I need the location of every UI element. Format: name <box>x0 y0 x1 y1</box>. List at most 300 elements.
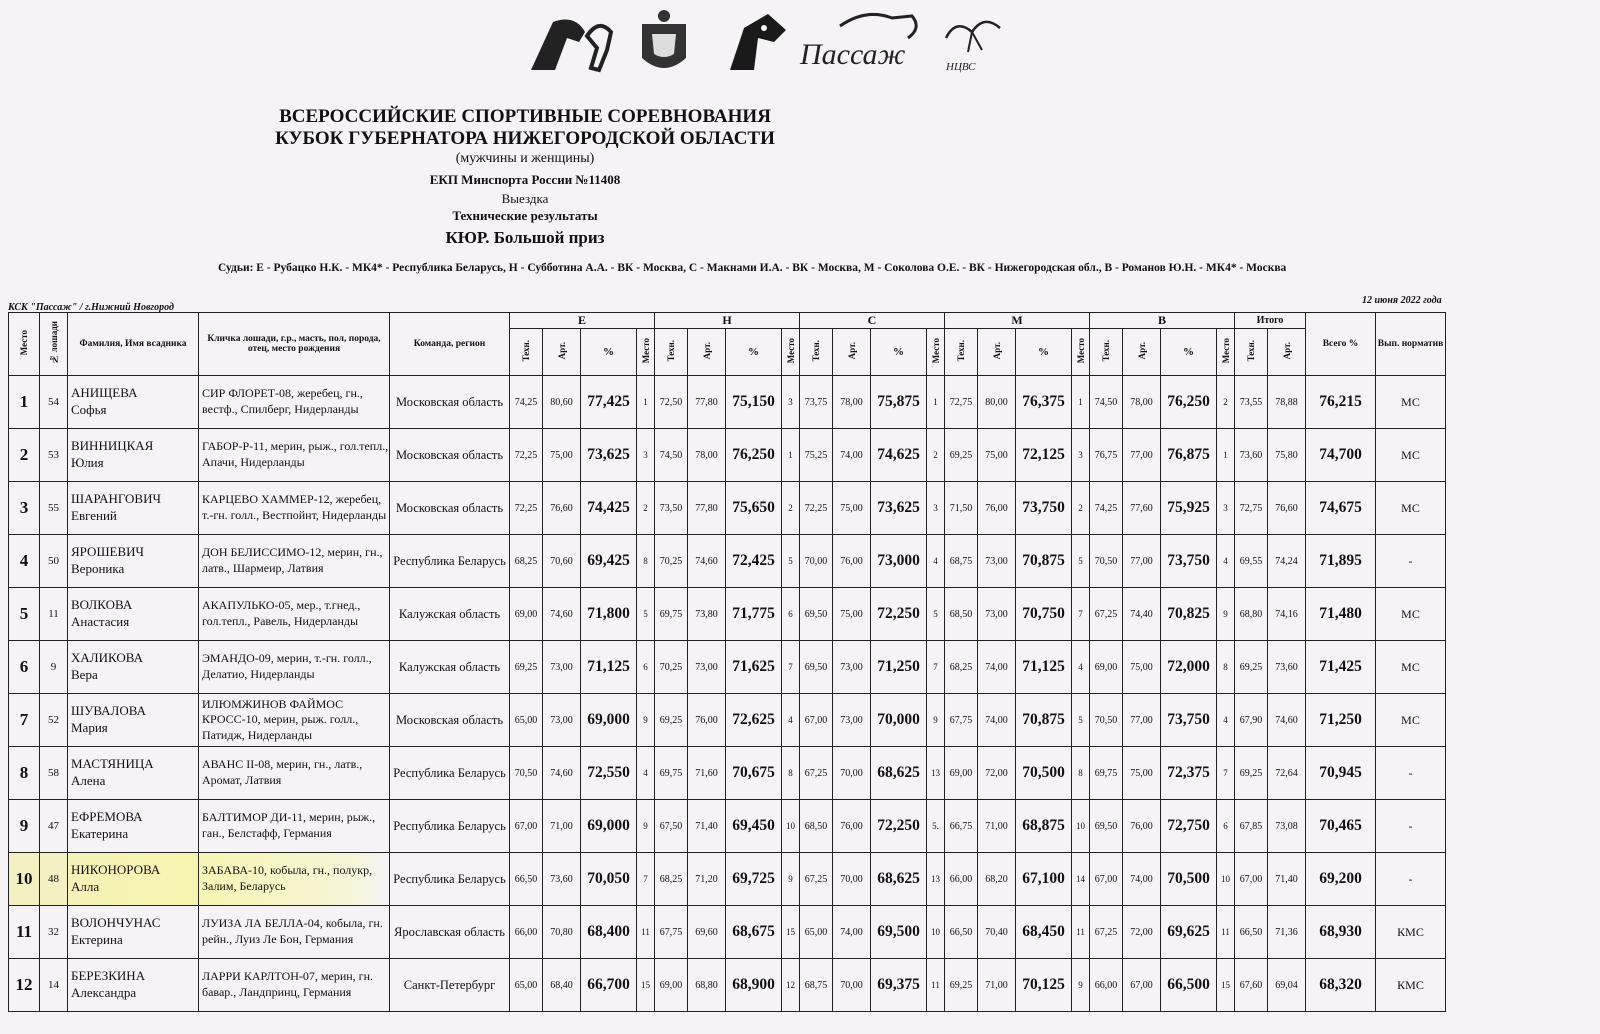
rider-surname: ЯРОШЕВИЧ <box>71 544 145 560</box>
norm-cell: МС <box>1376 429 1446 482</box>
judge-m-place-cell: 5 <box>1072 535 1090 588</box>
rider-name-cell <box>68 376 199 429</box>
judge-b-pct-cell: 72,000 <box>1161 641 1217 694</box>
judge-h-pct-cell: 70,675 <box>726 747 782 800</box>
judge-h-pct-cell: 75,150 <box>726 376 782 429</box>
rider-surname: АНИЩЕВА <box>71 385 138 401</box>
rider-name-cell <box>68 747 199 800</box>
team-cell: Калужская область <box>390 641 510 694</box>
table-row <box>9 376 1446 429</box>
horse-number-cell: 52 <box>40 694 68 747</box>
col-rider-header: Фамилия, Имя всадника <box>68 313 199 376</box>
judge-h-art-cell: 77,80 <box>688 482 726 535</box>
rider-surname: ЕФРЕМОВА <box>71 809 143 825</box>
norm-cell: МС <box>1376 694 1446 747</box>
judge-e-place-cell: 9 <box>637 694 655 747</box>
judge-b-place-cell: 4 <box>1217 535 1235 588</box>
horse-number-cell: 9 <box>40 641 68 694</box>
rider-firstname: Ектерина <box>71 932 123 947</box>
judge-c-tech-cell: 70,00 <box>800 535 833 588</box>
judge-m-art-cell: 72,00 <box>978 747 1016 800</box>
team-cell: Московская область <box>390 429 510 482</box>
total-art-cell: 74,60 <box>1268 694 1306 747</box>
judge-e-pct-cell: 71,125 <box>581 641 637 694</box>
judge-e-place-cell: 4 <box>637 747 655 800</box>
judge-h-place-cell: 15 <box>782 906 800 959</box>
judge-b-place-cell: 6 <box>1217 800 1235 853</box>
judge-e-place-cell: 6 <box>637 641 655 694</box>
judge-h-art-cell: 69,60 <box>688 906 726 959</box>
judge-c-place-cell: 1 <box>927 376 945 429</box>
judge-m-art-cell: 73,00 <box>978 535 1016 588</box>
rider-surname: ХАЛИКОВА <box>71 650 143 666</box>
judge-m-art-cell: 68,20 <box>978 853 1016 906</box>
judge-e-tech-header: Техн. <box>510 329 543 376</box>
judge-h-tech-cell: 69,00 <box>655 959 688 1012</box>
total-art-cell: 71,40 <box>1268 853 1306 906</box>
total-tech-cell: 67,90 <box>1235 694 1268 747</box>
total-tech-cell: 67,85 <box>1235 800 1268 853</box>
judge-b-pct-cell: 66,500 <box>1161 959 1217 1012</box>
judge-e-art-cell: 74,60 <box>543 588 581 641</box>
judge-m-place-cell: 4 <box>1072 641 1090 694</box>
rider-name-cell <box>68 482 199 535</box>
judge-m-art-cell: 74,00 <box>978 641 1016 694</box>
place-cell: 2 <box>9 429 40 482</box>
judge-h-art-cell: 74,60 <box>688 535 726 588</box>
total-pct-cell: 74,675 <box>1306 482 1376 535</box>
horse-cell: КАРЦЕВО ХАММЕР-12, жеребец, т.-гн. голл., Вестпойнт, Нидерланды <box>199 482 390 535</box>
horse-cell: ГАБОР-Р-11, мерин, рыж., гол.тепл., Апачи, Нидерланды <box>199 429 390 482</box>
discipline: Выездка <box>501 191 549 206</box>
norm-cell: - <box>1376 535 1446 588</box>
judge-e-place-cell: 15 <box>637 959 655 1012</box>
judge-h-tech-cell: 70,25 <box>655 641 688 694</box>
judge-e-art-cell: 76,60 <box>543 482 581 535</box>
judge-m-art-cell: 70,40 <box>978 906 1016 959</box>
rider-firstname: Алла <box>71 879 100 894</box>
judge-e-pct-cell: 68,400 <box>581 906 637 959</box>
judge-e-art-cell: 73,60 <box>543 853 581 906</box>
judge-b-art-cell: 77,00 <box>1123 535 1161 588</box>
judge-m-tech-header: Техн. <box>945 329 978 376</box>
judge-e-place-cell: 9 <box>637 800 655 853</box>
judge-h-place-cell: 5 <box>782 535 800 588</box>
judge-c-pct-cell: 68,625 <box>871 853 927 906</box>
judge-e-tech-cell: 72,25 <box>510 482 543 535</box>
table-row <box>9 747 1446 800</box>
judge-m-tech-cell: 68,50 <box>945 588 978 641</box>
table-row <box>9 588 1446 641</box>
judge-m-art-cell: 73,00 <box>978 588 1016 641</box>
team-cell: Санкт-Петербург <box>390 959 510 1012</box>
horse-cell: ЛУИЗА ЛА БЕЛЛА-04, кобыла, гн. рейн., Луиз Ле Бон, Германия <box>199 906 390 959</box>
horse-number-cell: 54 <box>40 376 68 429</box>
team-cell: Московская область <box>390 376 510 429</box>
judge-c-place-cell: 5 <box>927 588 945 641</box>
judge-m-pct-cell: 72,125 <box>1016 429 1072 482</box>
total-art-cell: 71,36 <box>1268 906 1306 959</box>
total-tech-cell: 69,25 <box>1235 641 1268 694</box>
judge-b-tech-cell: 67,25 <box>1090 906 1123 959</box>
judge-b-place-cell: 11 <box>1217 906 1235 959</box>
rider-name-cell <box>68 853 199 906</box>
total-tech-cell: 66,50 <box>1235 906 1268 959</box>
total-art-cell: 74,16 <box>1268 588 1306 641</box>
judge-m-tech-cell: 66,50 <box>945 906 978 959</box>
judge-e-art-cell: 75,00 <box>543 429 581 482</box>
judge-c-tech-cell: 72,25 <box>800 482 833 535</box>
col-place-header: Место <box>9 313 40 376</box>
passage-logo <box>796 8 936 78</box>
judge-e-pct-cell: 73,625 <box>581 429 637 482</box>
judge-c-pct-cell: 72,250 <box>871 588 927 641</box>
horse-cell: БАЛТИМОР ДИ-11, мерин, рыж., ган., Белстафф, Германия <box>199 800 390 853</box>
event-title: КЮР. Большой приз <box>445 228 605 247</box>
judge-m-pct-cell: 67,100 <box>1016 853 1072 906</box>
place-cell: 6 <box>9 641 40 694</box>
judge-c-art-cell: 73,00 <box>833 694 871 747</box>
place-cell: 9 <box>9 800 40 853</box>
judge-c-pct-cell: 69,500 <box>871 906 927 959</box>
judge-h-art-cell: 71,40 <box>688 800 726 853</box>
judge-h-pct-cell: 69,725 <box>726 853 782 906</box>
judge-b-tech-header: Техн. <box>1090 329 1123 376</box>
judge-b-place-cell: 4 <box>1217 694 1235 747</box>
judge-c-art-cell: 76,00 <box>833 800 871 853</box>
table-row <box>9 906 1446 959</box>
judge-b-place-cell: 3 <box>1217 482 1235 535</box>
judge-m-pct-cell: 68,875 <box>1016 800 1072 853</box>
judge-e-art-header: Арт. <box>543 329 581 376</box>
judge-h-place-cell: 7 <box>782 641 800 694</box>
results-table <box>8 312 1446 1012</box>
judge-m-pct-header: % <box>1016 329 1072 376</box>
judge-h-place-cell: 6 <box>782 588 800 641</box>
judge-m-art-cell: 80,00 <box>978 376 1016 429</box>
judge-c-place-cell: 5. <box>927 800 945 853</box>
judge-h-tech-cell: 69,75 <box>655 588 688 641</box>
judge-m-art-cell: 71,00 <box>978 800 1016 853</box>
judge-c-tech-cell: 69,50 <box>800 588 833 641</box>
rider-firstname: Софья <box>71 402 107 417</box>
judge-c-pct-cell: 74,625 <box>871 429 927 482</box>
total-art-header: Арт. <box>1268 329 1306 376</box>
judge-b-tech-cell: 66,00 <box>1090 959 1123 1012</box>
judge-e-tech-cell: 66,00 <box>510 906 543 959</box>
judge-e-pct-cell: 74,425 <box>581 482 637 535</box>
judge-e-tech-cell: 69,25 <box>510 641 543 694</box>
judge-e-tech-cell: 68,25 <box>510 535 543 588</box>
place-cell: 5 <box>9 588 40 641</box>
team-cell: Республика Беларусь <box>390 535 510 588</box>
total-pct-cell: 71,895 <box>1306 535 1376 588</box>
total-art-cell: 69,04 <box>1268 959 1306 1012</box>
table-row <box>9 429 1446 482</box>
judge-b-pct-cell: 70,825 <box>1161 588 1217 641</box>
judge-m-place-cell: 14 <box>1072 853 1090 906</box>
judge-b-place-cell: 15 <box>1217 959 1235 1012</box>
judge-b-place-header: Место <box>1217 329 1235 376</box>
judge-h-tech-header: Техн. <box>655 329 688 376</box>
judge-b-art-cell: 74,00 <box>1123 853 1161 906</box>
judge-m-pct-cell: 68,450 <box>1016 906 1072 959</box>
norm-cell: МС <box>1376 588 1446 641</box>
norm-cell: КМС <box>1376 906 1446 959</box>
table-row <box>9 482 1446 535</box>
judge-c-header: C <box>800 313 945 329</box>
norm-cell: МС <box>1376 482 1446 535</box>
norm-cell: КМС <box>1376 959 1446 1012</box>
judge-b-art-cell: 77,00 <box>1123 429 1161 482</box>
horse-number-cell: 58 <box>40 747 68 800</box>
judge-h-pct-cell: 69,450 <box>726 800 782 853</box>
judge-c-place-cell: 4 <box>927 535 945 588</box>
coat-of-arms-icon <box>634 8 694 80</box>
rider-surname: БЕРЕЗКИНА <box>71 968 146 984</box>
judge-m-pct-cell: 70,875 <box>1016 535 1072 588</box>
judge-h-pct-cell: 71,775 <box>726 588 782 641</box>
title-line-1: ВСЕРОССИЙСКИЕ СПОРТИВНЫЕ СОРЕВНОВАНИЯ <box>279 106 771 127</box>
judge-e-art-cell: 74,60 <box>543 747 581 800</box>
judge-h-art-cell: 68,80 <box>688 959 726 1012</box>
judge-c-pct-cell: 68,625 <box>871 747 927 800</box>
judge-e-pct-cell: 69,000 <box>581 800 637 853</box>
judge-m-place-cell: 3 <box>1072 429 1090 482</box>
judge-e-art-cell: 71,00 <box>543 800 581 853</box>
judge-m-tech-cell: 67,75 <box>945 694 978 747</box>
date: 12 июня 2022 года <box>1362 295 1442 306</box>
judge-h-place-cell: 12 <box>782 959 800 1012</box>
horse-cell: СИР ФЛОРЕТ-08, жеребец, гн., вестф., Спилберг, Нидерланды <box>199 376 390 429</box>
judge-h-place-cell: 8 <box>782 747 800 800</box>
judge-h-place-cell: 10 <box>782 800 800 853</box>
judge-b-header: B <box>1090 313 1235 329</box>
judge-c-tech-cell: 68,50 <box>800 800 833 853</box>
judge-c-place-cell: 7 <box>927 641 945 694</box>
logo-strip <box>0 8 1600 78</box>
svg-text:НЦВС: НЦВС <box>946 61 976 73</box>
judge-m-place-cell: 11 <box>1072 906 1090 959</box>
judge-c-pct-cell: 73,000 <box>871 535 927 588</box>
judge-m-tech-cell: 69,25 <box>945 429 978 482</box>
judge-h-tech-cell: 70,25 <box>655 535 688 588</box>
judge-b-pct-cell: 73,750 <box>1161 694 1217 747</box>
judge-m-tech-cell: 68,25 <box>945 641 978 694</box>
place-cell: 12 <box>9 959 40 1012</box>
judge-h-pct-cell: 71,625 <box>726 641 782 694</box>
norm-cell: - <box>1376 853 1446 906</box>
horse-number-cell: 55 <box>40 482 68 535</box>
total-pct-cell: 70,945 <box>1306 747 1376 800</box>
judge-h-pct-cell: 75,650 <box>726 482 782 535</box>
judge-c-place-cell: 10 <box>927 906 945 959</box>
total-tech-cell: 68,80 <box>1235 588 1268 641</box>
judge-b-art-cell: 72,00 <box>1123 906 1161 959</box>
horse-number-cell: 32 <box>40 906 68 959</box>
judge-c-pct-cell: 73,625 <box>871 482 927 535</box>
judge-c-place-cell: 3 <box>927 482 945 535</box>
judge-h-tech-cell: 68,25 <box>655 853 688 906</box>
judge-e-art-cell: 80,60 <box>543 376 581 429</box>
judge-h-art-cell: 73,80 <box>688 588 726 641</box>
total-pct-cell: 70,465 <box>1306 800 1376 853</box>
judge-b-tech-cell: 74,50 <box>1090 376 1123 429</box>
judge-h-pct-cell: 76,250 <box>726 429 782 482</box>
total-tech-cell: 69,55 <box>1235 535 1268 588</box>
horse-number-cell: 53 <box>40 429 68 482</box>
judge-b-tech-cell: 69,75 <box>1090 747 1123 800</box>
place-cell: 10 <box>9 853 40 906</box>
total-tech-cell: 72,75 <box>1235 482 1268 535</box>
total-pct-cell: 76,215 <box>1306 376 1376 429</box>
judge-b-art-cell: 77,60 <box>1123 482 1161 535</box>
rider-surname: ШАРАНГОВИЧ <box>71 491 161 507</box>
results-type: Технические результаты <box>452 208 598 223</box>
judge-e-pct-cell: 70,050 <box>581 853 637 906</box>
judge-b-art-cell: 76,00 <box>1123 800 1161 853</box>
judge-c-art-cell: 74,00 <box>833 906 871 959</box>
judge-c-place-cell: 2 <box>927 429 945 482</box>
judge-b-tech-cell: 67,25 <box>1090 588 1123 641</box>
judge-c-pct-header: % <box>871 329 927 376</box>
judge-b-tech-cell: 69,50 <box>1090 800 1123 853</box>
judge-e-place-header: Место <box>637 329 655 376</box>
horse-cell: АВАНС II-08, мерин, гн., латв., Аромат, Латвия <box>199 747 390 800</box>
horse-head-logo <box>724 8 794 78</box>
total-art-cell: 72,64 <box>1268 747 1306 800</box>
judge-b-art-cell: 75,00 <box>1123 641 1161 694</box>
col-team-header: Команда, регион <box>390 313 510 376</box>
judge-m-place-cell: 5 <box>1072 694 1090 747</box>
judge-b-pct-cell: 76,250 <box>1161 376 1217 429</box>
judge-b-tech-cell: 70,50 <box>1090 694 1123 747</box>
norm-cell: - <box>1376 800 1446 853</box>
total-art-cell: 73,60 <box>1268 641 1306 694</box>
rider-firstname: Мария <box>71 720 108 735</box>
table-row <box>9 535 1446 588</box>
judge-m-art-header: Арт. <box>978 329 1016 376</box>
judge-c-tech-cell: 73,75 <box>800 376 833 429</box>
horse-number-cell: 48 <box>40 853 68 906</box>
judge-c-pct-cell: 69,375 <box>871 959 927 1012</box>
table-row <box>9 641 1446 694</box>
judge-e-pct-cell: 72,550 <box>581 747 637 800</box>
judge-m-pct-cell: 71,125 <box>1016 641 1072 694</box>
total-tech-cell: 67,00 <box>1235 853 1268 906</box>
judge-b-place-cell: 7 <box>1217 747 1235 800</box>
team-cell: Московская область <box>390 482 510 535</box>
judge-c-tech-cell: 67,25 <box>800 747 833 800</box>
total-tech-header: Техн. <box>1235 329 1268 376</box>
judge-c-tech-header: Техн. <box>800 329 833 376</box>
rider-surname: ШУВАЛОВА <box>71 703 147 719</box>
judge-e-art-cell: 70,80 <box>543 906 581 959</box>
place-cell: 4 <box>9 535 40 588</box>
judge-b-tech-cell: 74,25 <box>1090 482 1123 535</box>
team-cell: Республика Беларусь <box>390 800 510 853</box>
judge-m-art-cell: 71,00 <box>978 959 1016 1012</box>
subtitle: (мужчины и женщины) <box>455 151 595 166</box>
judge-h-place-header: Место <box>782 329 800 376</box>
judge-h-pct-cell: 72,625 <box>726 694 782 747</box>
judge-e-place-cell: 11 <box>637 906 655 959</box>
judge-c-place-cell: 13 <box>927 747 945 800</box>
rider-name-cell <box>68 588 199 641</box>
total-tech-cell: 67,60 <box>1235 959 1268 1012</box>
judge-h-art-cell: 71,20 <box>688 853 726 906</box>
judge-e-pct-cell: 69,000 <box>581 694 637 747</box>
place-cell: 8 <box>9 747 40 800</box>
judge-e-art-cell: 68,40 <box>543 959 581 1012</box>
judge-e-pct-cell: 69,425 <box>581 535 637 588</box>
judge-c-place-cell: 13 <box>927 853 945 906</box>
judge-c-place-header: Место <box>927 329 945 376</box>
judge-b-pct-cell: 72,375 <box>1161 747 1217 800</box>
judge-e-pct-cell: 71,800 <box>581 588 637 641</box>
judge-e-place-cell: 1 <box>637 376 655 429</box>
judge-b-art-cell: 74,40 <box>1123 588 1161 641</box>
place-cell: 1 <box>9 376 40 429</box>
horse-head-logo-left <box>527 8 617 78</box>
judge-m-place-cell: 1 <box>1072 376 1090 429</box>
total-art-cell: 78,88 <box>1268 376 1306 429</box>
judge-m-art-cell: 75,00 <box>978 429 1016 482</box>
total-tech-cell: 73,60 <box>1235 429 1268 482</box>
judge-c-tech-cell: 67,00 <box>800 694 833 747</box>
judge-c-art-cell: 75,00 <box>833 588 871 641</box>
horse-cell: ДОН БЕЛИССИМО-12, мерин, гн., латв., Шармеир, Латвия <box>199 535 390 588</box>
rider-name-cell <box>68 694 199 747</box>
judge-h-tech-cell: 69,25 <box>655 694 688 747</box>
team-cell: Республика Беларусь <box>390 747 510 800</box>
rider-name-cell <box>68 959 199 1012</box>
table-row <box>9 853 1446 906</box>
total-tech-cell: 73,55 <box>1235 376 1268 429</box>
judge-e-art-cell: 70,60 <box>543 535 581 588</box>
rider-surname: ВОЛОНЧУНАС <box>71 915 161 931</box>
judge-c-art-cell: 76,00 <box>833 535 871 588</box>
judge-m-tech-cell: 72,75 <box>945 376 978 429</box>
horse-cell: ИЛЮМЖИНОВ ФАЙМОС КРОСС-10, мерин, рыж. голл., Патидж, Нидерланды <box>199 694 390 747</box>
judge-h-art-cell: 76,00 <box>688 694 726 747</box>
judge-e-place-cell: 8 <box>637 535 655 588</box>
judge-m-place-header: Место <box>1072 329 1090 376</box>
rider-name-cell <box>68 906 199 959</box>
judge-b-pct-cell: 72,750 <box>1161 800 1217 853</box>
judge-e-tech-cell: 69,00 <box>510 588 543 641</box>
total-pct-cell: 71,250 <box>1306 694 1376 747</box>
team-cell: Республика Беларусь <box>390 853 510 906</box>
judge-e-art-cell: 73,00 <box>543 694 581 747</box>
judge-h-tech-cell: 69,75 <box>655 747 688 800</box>
horse-cell: АКАПУЛЬКО-05, мер., т.гнед., гол.тепл., Равель, Нидерланды <box>199 588 390 641</box>
judge-b-pct-header: % <box>1161 329 1217 376</box>
judge-h-tech-cell: 67,50 <box>655 800 688 853</box>
judge-h-art-cell: 71,60 <box>688 747 726 800</box>
judge-h-pct-header: % <box>726 329 782 376</box>
total-art-cell: 73,08 <box>1268 800 1306 853</box>
total-pct-cell: 68,320 <box>1306 959 1376 1012</box>
judge-h-art-cell: 73,00 <box>688 641 726 694</box>
judge-c-tech-cell: 65,00 <box>800 906 833 959</box>
horse-number-cell: 47 <box>40 800 68 853</box>
nzvs-logo <box>938 8 1012 78</box>
judge-c-place-cell: 11 <box>927 959 945 1012</box>
horse-number-cell: 14 <box>40 959 68 1012</box>
judge-b-pct-cell: 70,500 <box>1161 853 1217 906</box>
rider-name-cell <box>68 535 199 588</box>
